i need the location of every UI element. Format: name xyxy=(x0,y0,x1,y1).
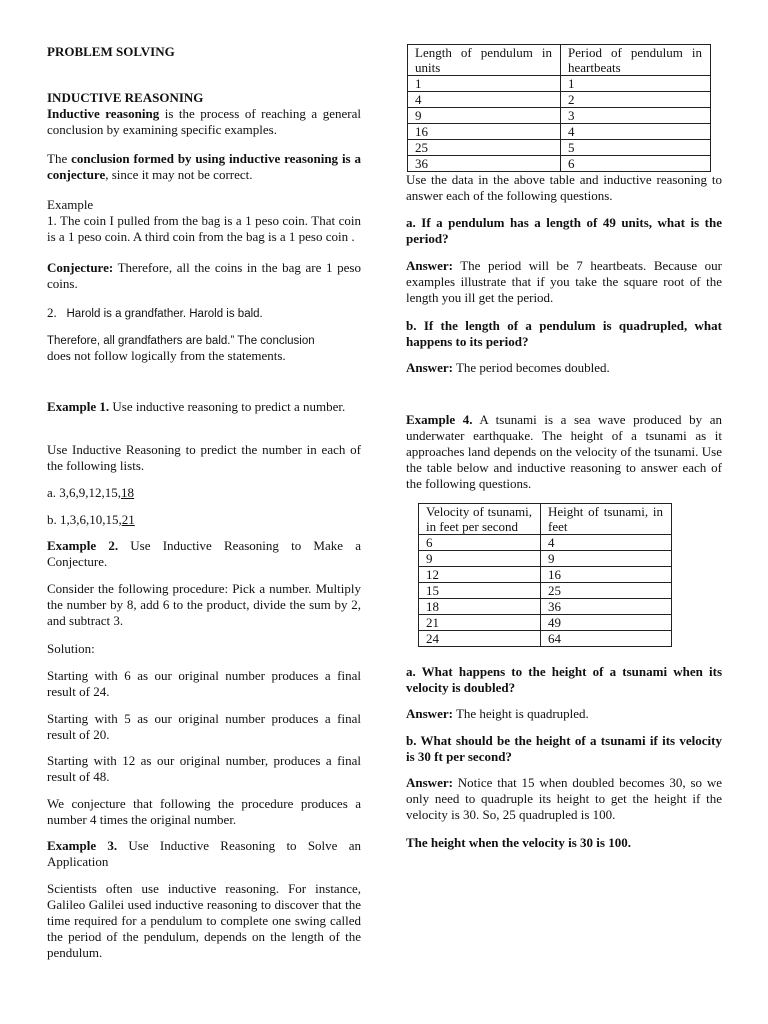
table-cell: 9 xyxy=(408,108,561,124)
table-row xyxy=(419,583,672,599)
table-cell: 15 xyxy=(419,583,541,599)
example-item-2: 2. Harold is a grandfather. Harold is bald. xyxy=(47,305,263,320)
example-2-procedure: Consider the following procedure: Pick a number. Multiply the number by 8, add 6 to the product, divide the sum by 2, and subtract 3. xyxy=(47,581,361,628)
table-cell: 6 xyxy=(561,156,711,172)
table-cell: 1 xyxy=(561,76,711,92)
answer-b4: Answer: Notice that 15 when doubled becomes 30, so we only need to quadruple its height to get the height if the velocity is 30. So, 25 quadrupled is 100. xyxy=(406,775,722,822)
table-row xyxy=(419,535,672,551)
list-a: a. 3,6,9,12,15,18 xyxy=(47,485,135,500)
table-cell: 3 xyxy=(561,108,711,124)
table-header: Period of pendulum in heartbeats xyxy=(561,45,711,76)
table-row xyxy=(408,76,711,92)
table-cell: 9 xyxy=(419,551,541,567)
table-cell: 18 xyxy=(419,599,541,615)
conjecture-definition: The conclusion formed by using inductive reasoning is a conjecture, since it may not be correct. xyxy=(47,151,361,182)
answer-a4: Answer: The height is quadrupled. xyxy=(406,706,589,721)
solution-3: Starting with 12 as our original number, produces a final result of 48. xyxy=(47,753,361,784)
table-cell: 9 xyxy=(541,551,672,567)
table-row xyxy=(419,551,672,567)
use-data-text: Use the data in the above table and inductive reasoning to answer each of the following questions. xyxy=(406,172,722,203)
table-cell: 49 xyxy=(541,615,672,631)
table-cell: 16 xyxy=(541,567,672,583)
table-cell: 64 xyxy=(541,631,672,647)
question-a4: a. What happens to the height of a tsunami when its velocity is doubled? xyxy=(406,664,722,695)
section-heading: INDUCTIVE REASONING xyxy=(47,90,204,105)
question-b: b. If the length of a pendulum is quadrupled, what happens to its period? xyxy=(406,318,722,349)
table-row xyxy=(419,599,672,615)
table-row xyxy=(408,140,711,156)
example-3-heading: Example 3. Use Inductive Reasoning to Solve an Application xyxy=(47,838,361,869)
example-4-text: Example 4. A tsunami is a sea wave produced by an underwater earthquake. The height of a tsunami as it approaches land depends on the velocity of the tsunami. Use the table below and inductive reasoning to answer each of the following questions. xyxy=(406,412,722,491)
solution-2: Starting with 5 as our original number produces a final result of 20. xyxy=(47,711,361,742)
table-cell: 6 xyxy=(419,535,541,551)
table-cell: 4 xyxy=(541,535,672,551)
page-title: PROBLEM SOLVING xyxy=(47,44,175,59)
table-row xyxy=(419,567,672,583)
table-cell: 24 xyxy=(419,631,541,647)
therefore-rest: does not follow logically from the statements. xyxy=(47,348,286,363)
question-a: a. If a pendulum has a length of 49 units, what is the period? xyxy=(406,215,722,246)
example-1-heading: Example 1. Use inductive reasoning to predict a number. xyxy=(47,399,346,414)
definition: Inductive reasoning is the process of reaching a general conclusion by examining specific examples. xyxy=(47,106,361,137)
table-cell: 2 xyxy=(561,92,711,108)
example-1-instruction: Use Inductive Reasoning to predict the number in each of the following lists. xyxy=(47,442,361,473)
solution-1: Starting with 6 as our original number produces a final result of 24. xyxy=(47,668,361,699)
table-header: Length of pendulum in units xyxy=(408,45,561,76)
table-row xyxy=(419,615,672,631)
conjecture: Conjecture: Therefore, all the coins in the bag are 1 peso coins. xyxy=(47,260,361,291)
table-cell: 36 xyxy=(408,156,561,172)
therefore-statement: Therefore, all grandfathers are bald.” The conclusion xyxy=(47,335,315,347)
table-row xyxy=(408,92,711,108)
example-item-1: 1. The coin I pulled from the bag is a 1 peso coin. That coin is a 1 peso coin. A third coin from the bag is a 1 peso coin . xyxy=(47,213,361,244)
table-cell: 25 xyxy=(408,140,561,156)
tsunami-table xyxy=(418,503,672,647)
table-row xyxy=(408,124,711,140)
table-cell: 36 xyxy=(541,599,672,615)
answer-a: Answer: The period will be 7 heartbeats. Because our examples illustrate that if you take the square root of the length you ill get the period. xyxy=(406,258,722,305)
pendulum-table xyxy=(407,44,711,172)
list-b: b. 1,3,6,10,15,21 xyxy=(47,512,135,527)
solution-conjecture: We conjecture that following the procedure produces a number 4 times the original number. xyxy=(47,796,361,827)
table-cell: 25 xyxy=(541,583,672,599)
table-header: Height of tsunami, in feet xyxy=(541,504,672,535)
table-cell: 1 xyxy=(408,76,561,92)
table-row xyxy=(419,631,672,647)
table-header-row xyxy=(408,45,711,76)
answer-b: Answer: The period becomes doubled. xyxy=(406,360,610,375)
table-header-row xyxy=(419,504,672,535)
table-row xyxy=(408,156,711,172)
table-cell: 16 xyxy=(408,124,561,140)
table-cell: 5 xyxy=(561,140,711,156)
example-2-heading: Example 2. Use Inductive Reasoning to Make a Conjecture. xyxy=(47,538,361,569)
solution-label: Solution: xyxy=(47,641,95,656)
table-cell: 4 xyxy=(561,124,711,140)
final-answer: The height when the velocity is 30 is 100. xyxy=(406,835,631,850)
table-cell: 12 xyxy=(419,567,541,583)
question-b4: b. What should be the height of a tsunami if its velocity is 30 ft per second? xyxy=(406,733,722,764)
example-label: Example xyxy=(47,197,94,212)
example-3-body: Scientists often use inductive reasoning. For instance, Galileo Galilei used inductive reasoning to discover that the time required for a pendulum to complete one swing called the period of the pendulum, depends on the length of the pendulum. xyxy=(47,881,361,960)
table-row xyxy=(408,108,711,124)
table-cell: 21 xyxy=(419,615,541,631)
table-header: Velocity of tsunami, in feet per second xyxy=(419,504,541,535)
table-cell: 4 xyxy=(408,92,561,108)
